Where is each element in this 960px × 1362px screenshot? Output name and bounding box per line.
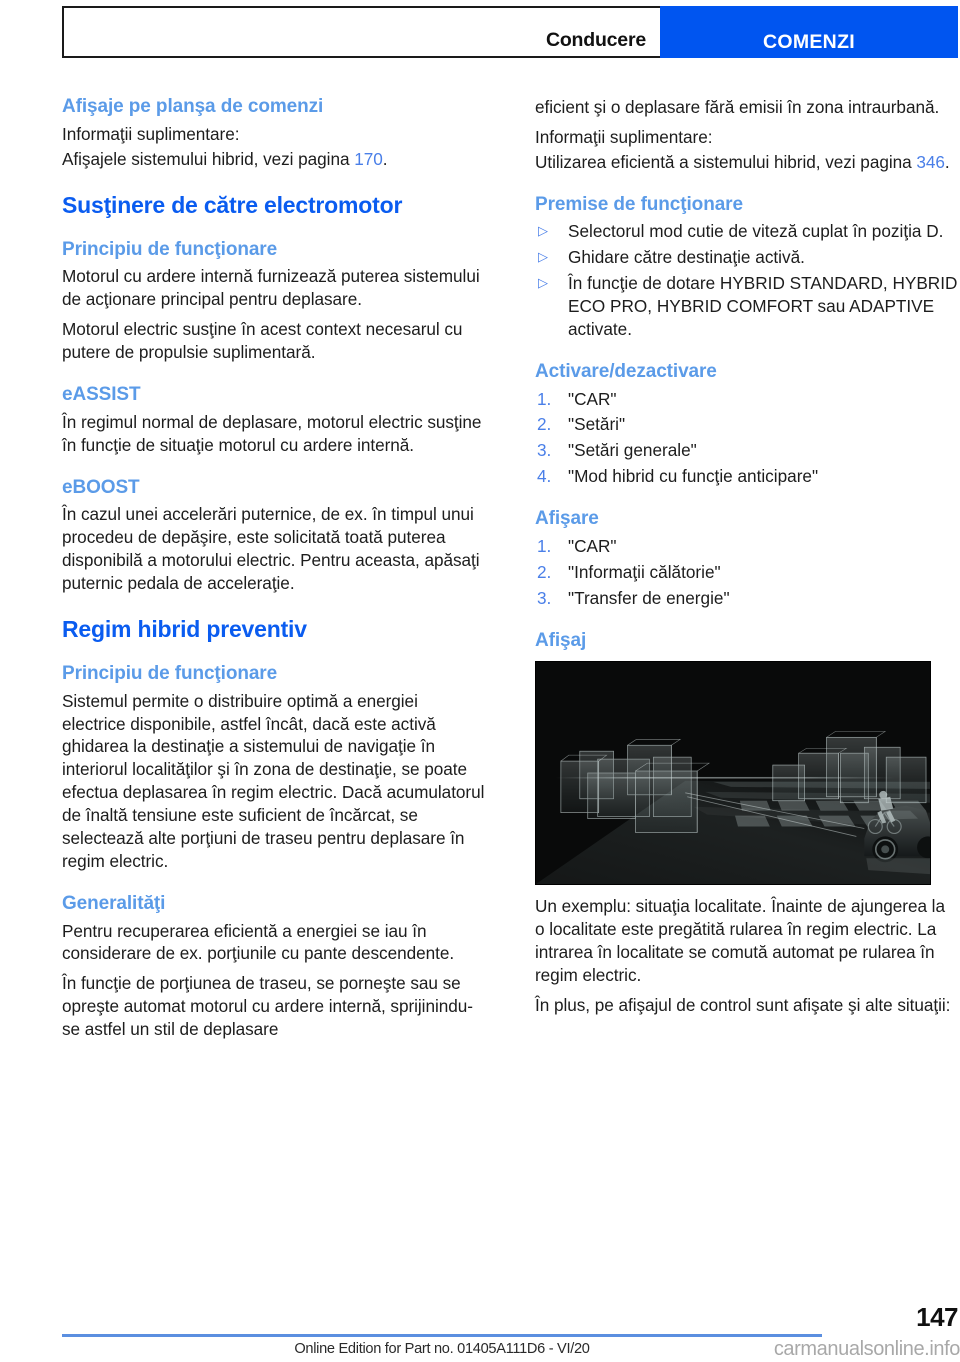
page-footer [62,1300,958,1360]
heading-afisare: Afişare [535,508,599,530]
paragraph-info-pageref [62,148,485,171]
page-reference-346[interactable]: 346 [916,151,945,172]
list-item-label: Ghidare către destinaţie activă. [568,247,805,268]
step-number: 4. [537,466,552,487]
night-city-driving-illustration [535,661,931,885]
paragraph-info-pageref-right [535,151,958,174]
list-item-label: În funcţie de dotare HYBRID STANDARD, HYBRID ECO PRO, HYBRID COMFORT sau ADAPTIVE activate. [568,273,958,339]
info-text-a: Afişajele sistemului hibrid, vezi pagina [62,148,355,169]
list-item-label: Selectorul mod cutie de viteză cuplat în poziţia D. [568,221,944,242]
heading-afisaj: Afişaj [535,629,587,651]
watermark-text: carmanualsonline.info [773,1338,960,1360]
heading-sustinere-electromotor: Susţinere de către electromotor [62,191,403,218]
page-number: 147 [916,1302,958,1332]
list-item-label: "Informaţii călătorie" [568,561,721,582]
step-number: 2. [537,414,552,435]
heading-afisaje-plansa: Afişaje pe planşa de comenzi [62,96,324,117]
heading-regim-hibrid-preventiv: Regim hibrid preventiv [62,615,307,642]
heading-generalitati: Generalităţi [62,892,166,914]
illustration-svg [536,662,930,884]
right-column [535,96,958,1048]
header-section-label: COMENZI [762,31,855,53]
left-column [62,96,485,1048]
paragraph-eassist: În regimul normal de deplasare, motorul electric susţine în funcţie de situaţie motorul cu ardere internă. [62,411,482,455]
paragraph-principiu-1a: Motorul cu ardere internă furnizează puterea sistemului de acţionare principal pentru deplasare. [62,266,480,310]
header-section-tab [660,6,958,58]
list-item [535,561,958,584]
display-steps-list [535,535,958,610]
paragraph-figure-caption-1: Un exemplu: situaţia localitate. Înainte de ajungerea la o localitate este pregătită rularea în regim electric. La intrarea în localitate se comută automat pe rularea în regim electric. [535,896,945,985]
list-item [535,272,958,341]
list-item [535,535,958,558]
triangle-bullet-icon: ▷ [538,223,548,239]
list-item [535,388,958,411]
step-number: 3. [537,587,552,608]
footer-divider [62,1334,822,1337]
paragraph-principiu-1b: Motorul electric susţine în acest context necesarul cu putere de propulsie suplimentară. [62,319,463,363]
paragraph-generalitati-2: În funcţie de porţiunea de traseu, se porneşte sau se opreşte automat motorul cu ardere internă, sprijinindu-se astfel un stil de deplasare [62,973,473,1040]
heading-eassist: eASSIST [62,383,141,405]
paragraph-eboost: În cazul unei accelerări puternice, de ex. în timpul unui procedeu de depăşire, este solicitată toată puterea disponibilă a motorului electric. Pentru aceasta, apăsaţi puternic pedala de acceleraţie. [62,504,480,593]
paragraph-generalitati-1: Pentru recuperarea eficientă a energiei se iau în considerare de ex. porţiunile cu pante descendente. [62,920,455,964]
list-item-label: "Setări generale" [568,440,697,461]
list-item [535,220,958,243]
list-item [535,439,958,462]
paragraph-continued: eficient şi o deplasare fără emisii în zona intraurbană. [535,97,940,117]
page-reference-170[interactable]: 170 [354,148,383,169]
triangle-bullet-icon: ▷ [538,275,548,291]
heading-activare-dezactivare: Activare/dezactivare [535,360,717,382]
paragraph-principiu-2: Sistemul permite o distribuire optimă a energiei electrice disponibile, astfel încât, dacă este activă ghidarea la destinaţie a sistemului de navigaţie în interiorul localităţilor şi în zona de destinaţie, se poate efectua deplasarea în regim electric. Dacă acumulatorul de înaltă tensiune este suficient de încărcat, se selectează alte porţiuni de traseu pentru deplasare în regim electric. [62,690,485,871]
list-item [535,465,958,488]
info-text-b: . [382,148,388,169]
heading-principiu-functionare-1: Principiu de funcţionare [62,238,278,260]
header-chapter-label: Conducere [545,29,646,51]
info-text-b-right: . [944,151,950,172]
heading-principiu-functionare-2: Principiu de funcţionare [62,662,278,684]
activate-steps-list [535,388,958,489]
list-item-label: "Transfer de energie" [568,587,730,608]
triangle-bullet-icon: ▷ [538,249,548,265]
heading-eboost: eBOOST [62,476,140,498]
list-item-label: "Setări" [568,414,626,435]
page-header [62,6,958,58]
step-number: 3. [537,440,552,461]
info-text-a-right: Utilizarea eficientă a sistemului hibrid, vezi pagina [535,151,917,172]
paragraph-info-label-right: Informaţii suplimentare: [535,126,713,147]
list-item-label: "CAR" [568,388,617,409]
paragraph-figure-caption-2: În plus, pe afişajul de control sunt afişate şi alte situaţii: [535,994,951,1015]
step-number: 1. [537,388,552,409]
paragraph-info-label: Informaţii suplimentare: [62,123,240,144]
list-item-label: "Mod hibrid cu funcţie anticipare" [568,466,819,487]
list-item [535,587,958,610]
step-number: 2. [537,561,552,582]
premises-list [535,220,958,340]
list-item [535,246,958,269]
step-number: 1. [537,535,552,556]
content-columns [62,96,958,1048]
list-item-label: "CAR" [568,535,617,556]
footer-edition-text: Online Edition for Part no. 01405A111D6 - VI/20 [294,1341,590,1357]
heading-premise-functionare: Premise de funcţionare [535,193,743,215]
list-item [535,413,958,436]
header-chapter-tab [62,6,660,58]
